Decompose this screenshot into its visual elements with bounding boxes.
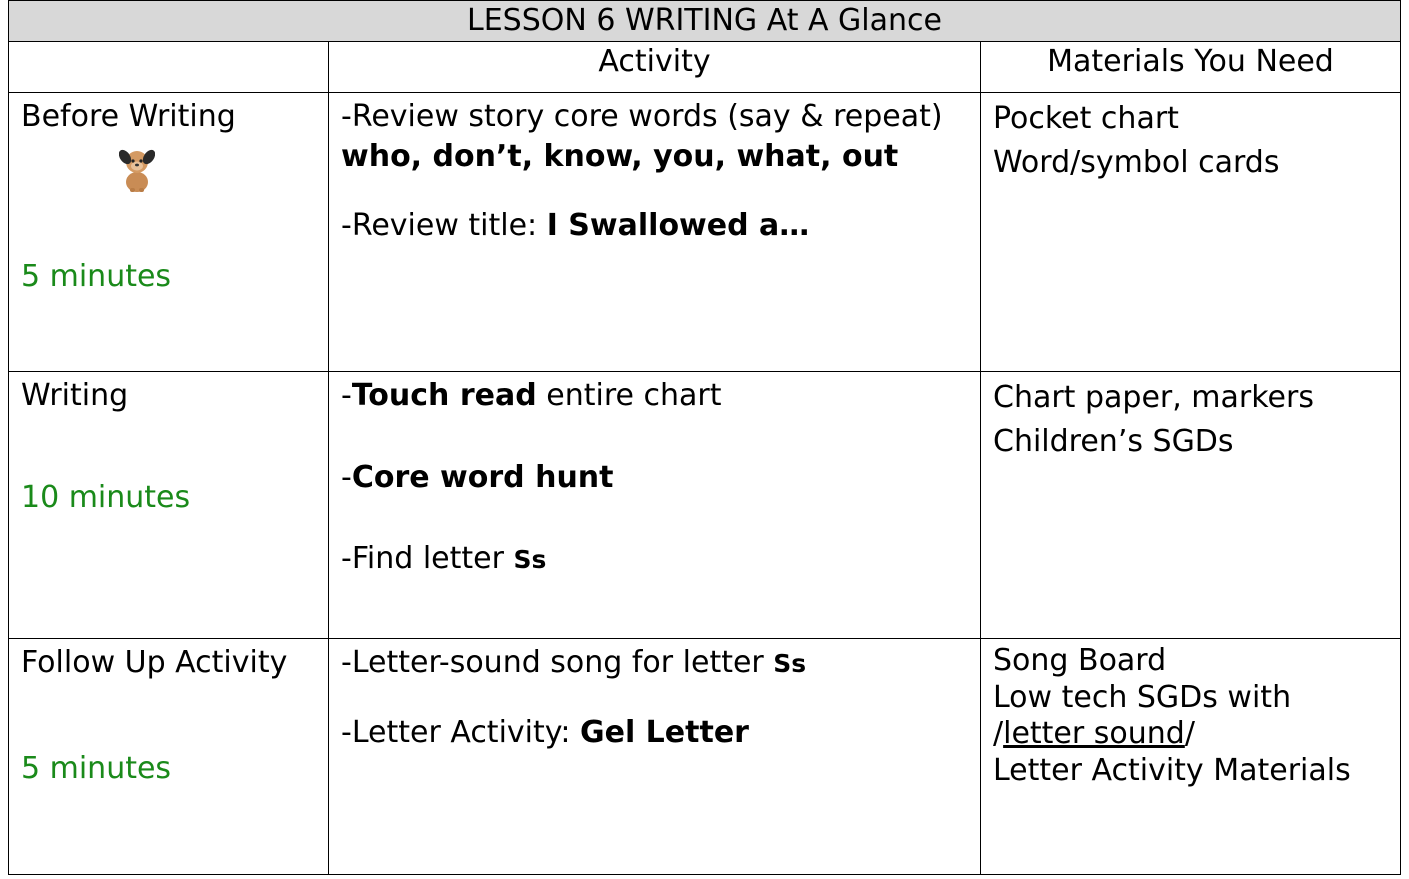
- activity-line: [341, 376, 968, 416]
- story-title: I Swallowed a…: [546, 208, 810, 244]
- activity-cell: [329, 639, 981, 875]
- material-item: Low tech SGDs with: [993, 679, 1292, 715]
- title-row: [9, 1, 1401, 42]
- activity-line: [341, 206, 968, 246]
- materials-cell: [981, 639, 1401, 875]
- material-item: Letter Activity Materials: [993, 752, 1351, 788]
- material-item: Word/symbol cards: [993, 144, 1280, 180]
- activity-bold: Core word hunt: [351, 459, 614, 495]
- time-label: 5 minutes: [21, 258, 172, 294]
- section-label: Writing: [21, 378, 129, 413]
- material-text: /: [1184, 716, 1195, 752]
- letter-label: Ss: [773, 649, 807, 678]
- activity-line: [341, 539, 968, 579]
- core-words: who, don’t, know, you, what, out: [341, 138, 899, 174]
- activity-text: -: [341, 459, 352, 495]
- letter-sound-text: letter sound: [1003, 716, 1185, 752]
- table-row: [9, 93, 1401, 372]
- activity-text: -Review title:: [341, 208, 547, 244]
- section-cell: [9, 639, 329, 875]
- table-row: [9, 639, 1401, 875]
- activity-text: -: [341, 378, 352, 413]
- lesson-glance-table: [8, 0, 1401, 875]
- activity-bold: Touch read: [351, 378, 537, 413]
- material-text: /: [993, 716, 1004, 752]
- activity-text: -Letter-sound song for letter: [341, 645, 774, 680]
- activity-text: -Find letter: [341, 541, 514, 577]
- materials-cell: [981, 372, 1401, 639]
- material-item: [993, 716, 1388, 753]
- activity-line: [341, 458, 968, 498]
- material-item: Song Board: [993, 643, 1167, 678]
- activity-line: -Review story core words (say & repeat): [341, 99, 943, 134]
- section-cell: [9, 93, 329, 372]
- puppy-icon: [119, 145, 155, 193]
- section-cell: [9, 372, 329, 639]
- activity-text: entire chart: [536, 378, 722, 413]
- table-row: [9, 372, 1401, 639]
- section-label: Follow Up Activity: [21, 645, 288, 680]
- materials-cell: [981, 93, 1401, 372]
- header-materials: Materials You Need: [981, 42, 1401, 93]
- header-blank: [9, 42, 329, 93]
- activity-cell: [329, 93, 981, 372]
- header-row: [9, 42, 1401, 93]
- activity-bold: Gel Letter: [579, 714, 749, 750]
- activity-line: [341, 643, 968, 683]
- activity-text: -Letter Activity:: [341, 714, 580, 750]
- activity-line: [341, 713, 968, 753]
- table-title: LESSON 6 WRITING At A Glance: [9, 1, 1401, 42]
- material-item: Children’s SGDs: [993, 423, 1234, 459]
- letter-label: Ss: [513, 545, 547, 575]
- time-label: 5 minutes: [21, 750, 172, 786]
- material-item: Chart paper, markers: [993, 380, 1314, 415]
- section-label: Before Writing: [21, 99, 236, 134]
- activity-cell: [329, 372, 981, 639]
- header-activity: Activity: [329, 42, 981, 93]
- time-label: 10 minutes: [21, 479, 191, 515]
- material-item: Pocket chart: [993, 101, 1179, 136]
